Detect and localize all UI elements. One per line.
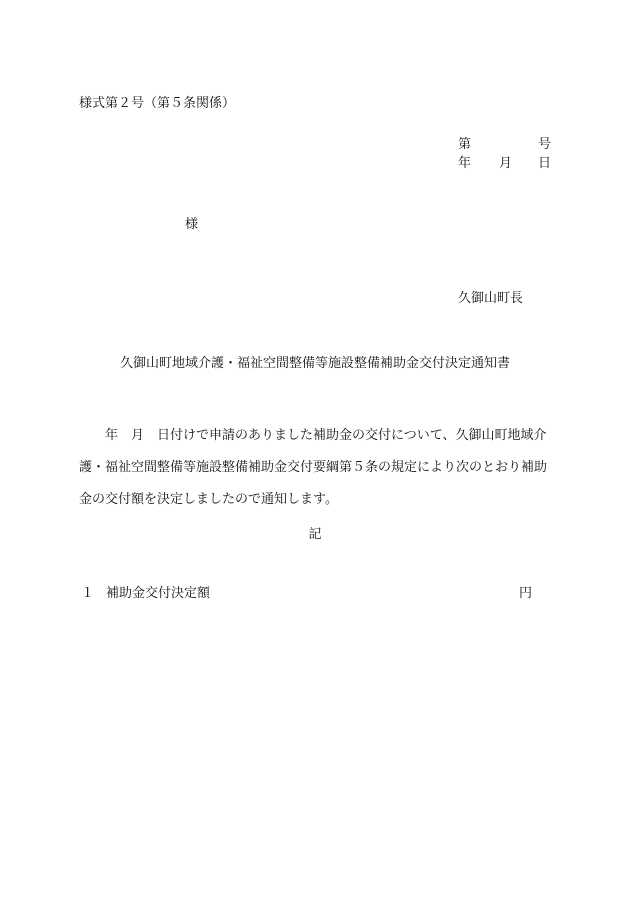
- date-row: [458, 157, 551, 171]
- addressee: 様: [185, 217, 199, 232]
- document-title: 久御山町地域介護・福祉空間整備等施設整備補助金交付決定通知書: [119, 356, 510, 371]
- document-number-prefix: 第: [458, 137, 472, 152]
- document-number-suffix: 号: [537, 137, 551, 152]
- item-number: １: [81, 586, 95, 601]
- date-month: 月: [499, 156, 513, 171]
- issuer: 久御山町長: [458, 291, 524, 306]
- form-number: 様式第２号（第５条関係）: [79, 96, 236, 111]
- body-paragraph: 年 月 日付けで申請のありました補助金の交付について、久御山町地域介護・福祉空間整備等施設整備補助金交付要綱第５条の規定により次のとおり補助金の交付額を決定しましたので通知します。: [79, 428, 548, 507]
- date-year: 年: [458, 156, 472, 171]
- item-label: 補助金交付決定額: [106, 586, 211, 601]
- ki-heading: 記: [308, 527, 322, 542]
- document-number-row: [458, 138, 551, 152]
- date-day: 日: [537, 156, 551, 171]
- item-unit: 円: [519, 586, 533, 601]
